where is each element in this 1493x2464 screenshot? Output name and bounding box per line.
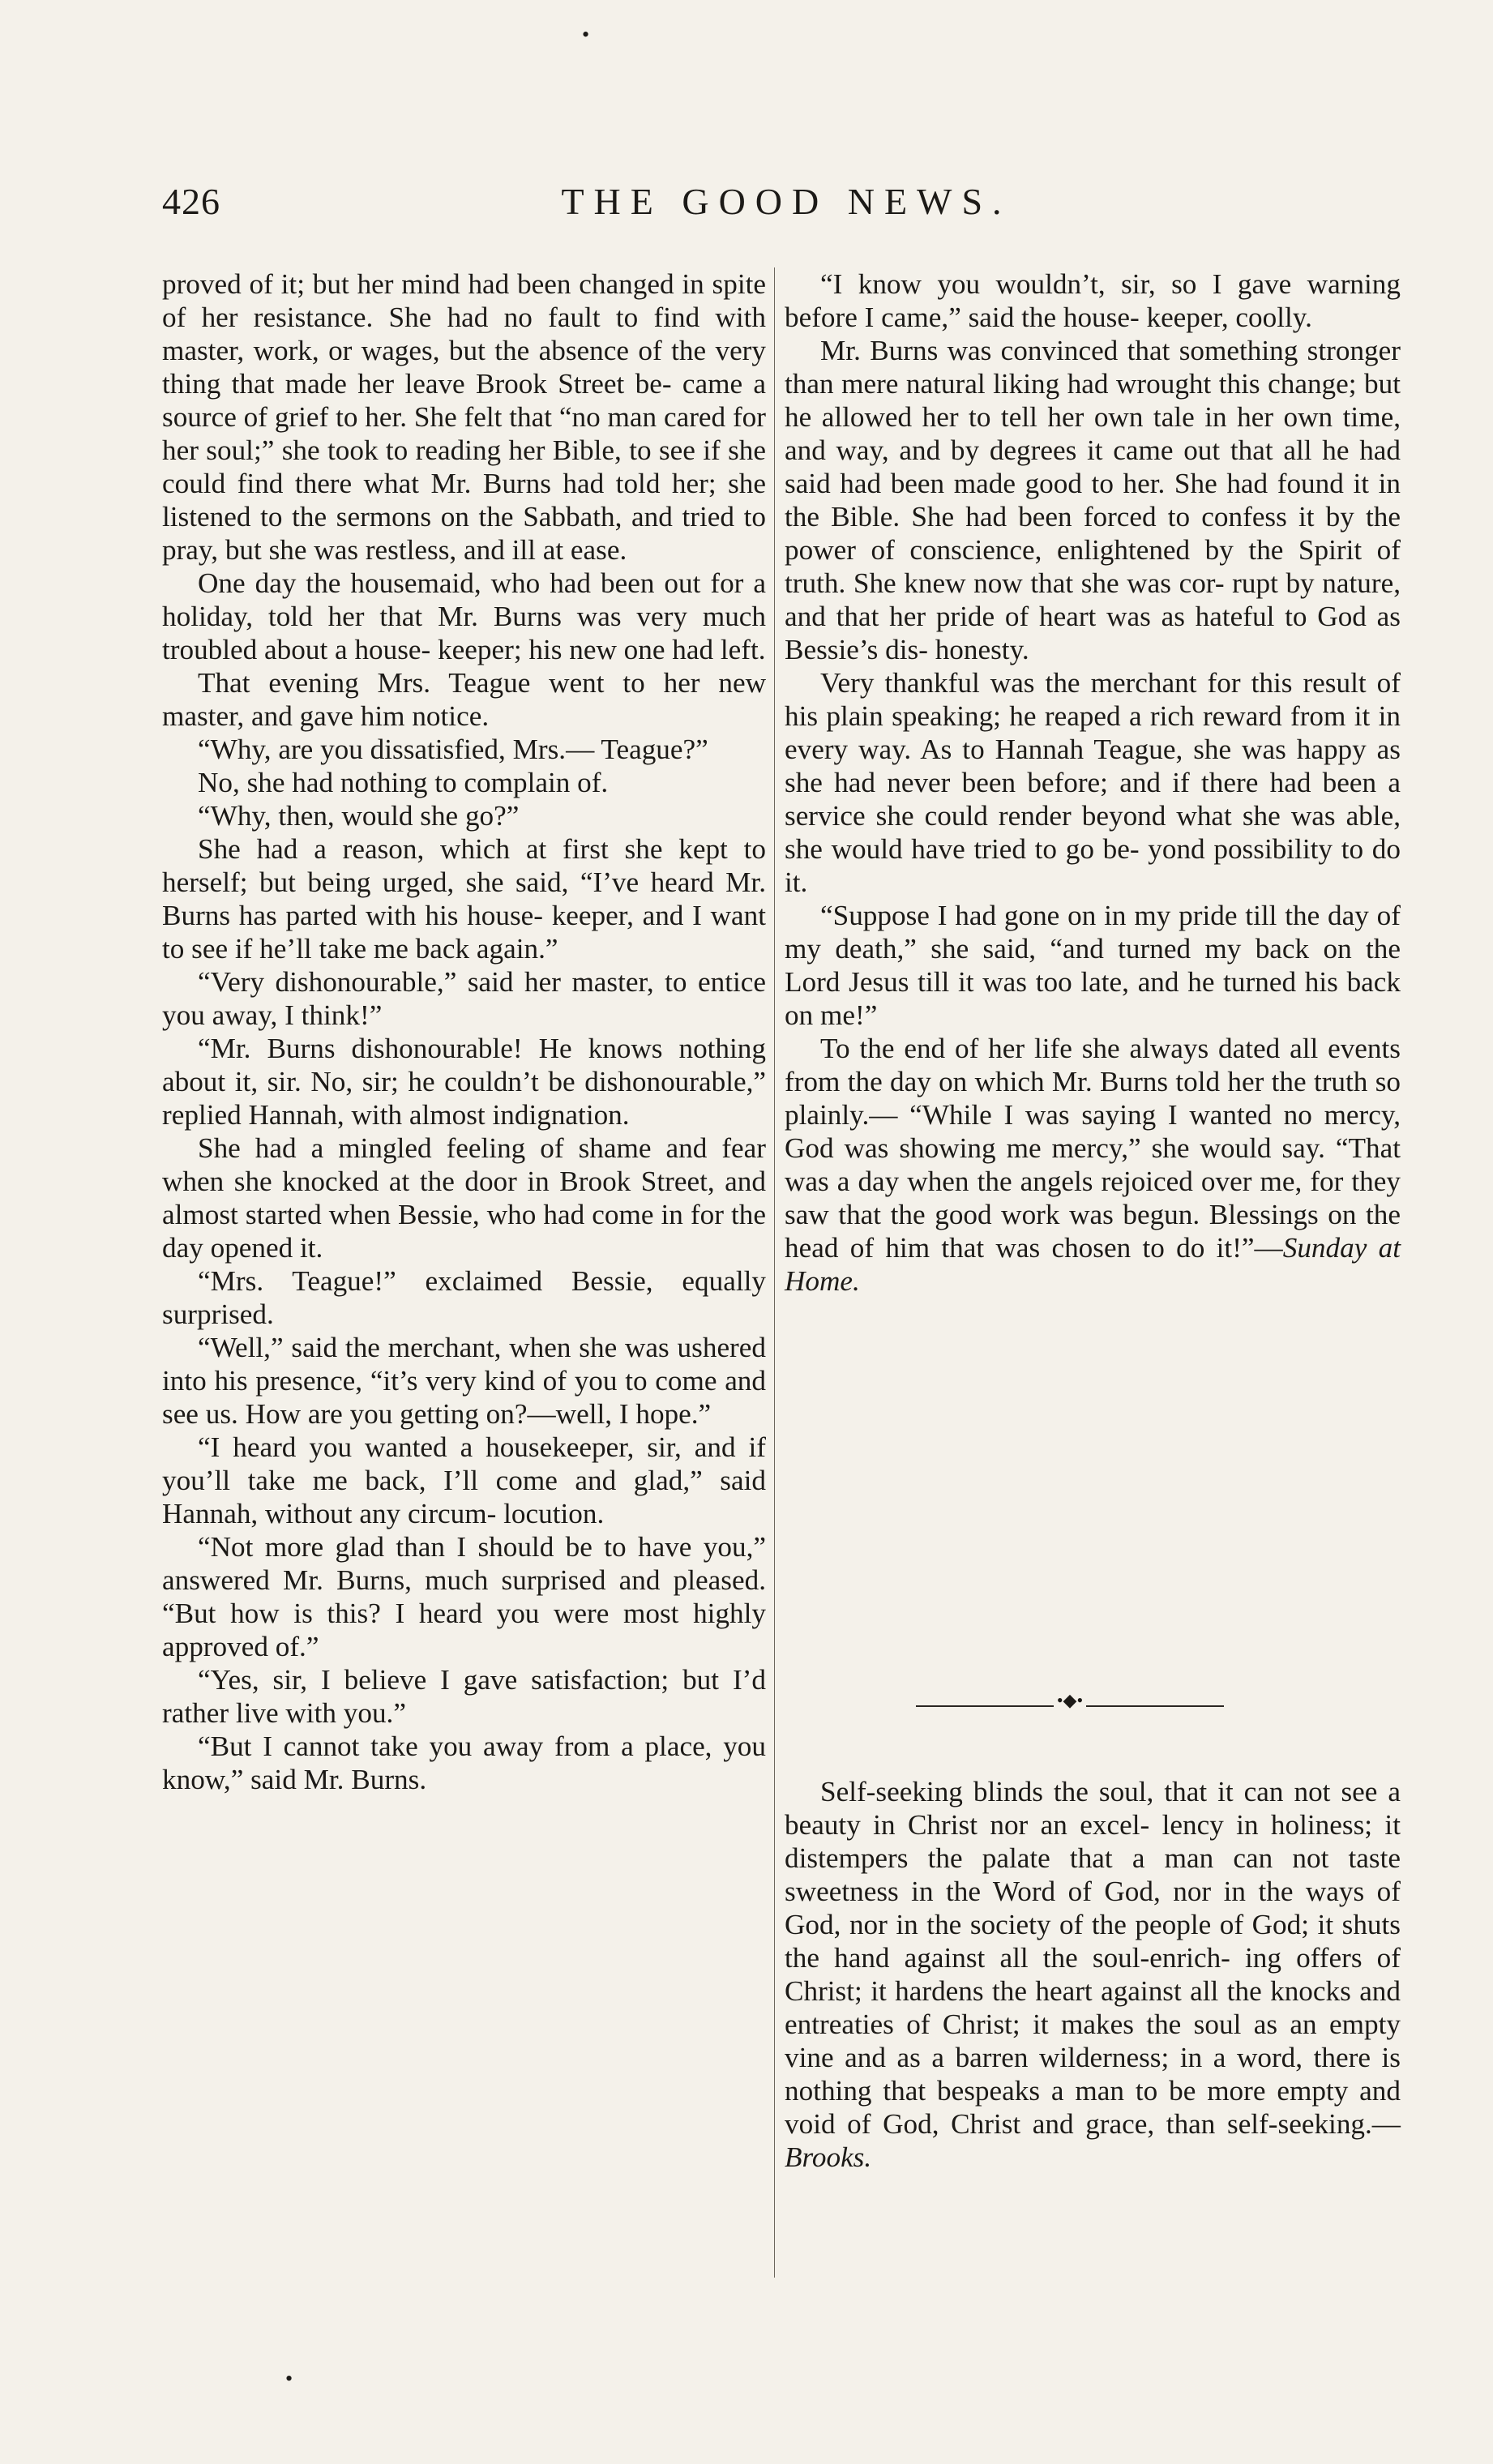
paragraph-text: “Mrs. Teague!” exclaimed Bessie, equally surprised.	[162, 1265, 766, 1330]
ornament-glyph: •◆•	[1056, 1690, 1084, 1710]
paragraph	[162, 567, 766, 666]
paragraph	[162, 1530, 766, 1663]
paragraph-text: “I heard you wanted a housekeeper, sir, and if you’ll take me back, I’ll come and glad,” said Hannah, without any circum- locution.	[162, 1431, 766, 1529]
paragraph-text: “But I cannot take you away from a place, you know,” said Mr. Burns.	[162, 1730, 766, 1795]
paragraph	[162, 267, 766, 567]
paragraph-text: “Yes, sir, I believe I gave satisfaction; but I’d rather live with you.”	[162, 1664, 766, 1729]
paragraph-text: “Suppose I had gone on in my pride till the day of my death,” she said, “and turned my back on the Lord Jesus till it was too late, and he turned his back on me!”	[785, 900, 1401, 1031]
paragraph	[162, 1663, 766, 1730]
paragraph	[162, 832, 766, 965]
source-attribution: Brooks.	[785, 2141, 872, 2173]
paragraph-text: “Why, are you dissatisfied, Mrs.— Teague?”	[198, 734, 708, 765]
right-column-lower	[785, 1775, 1401, 2174]
paragraph-text: “Why, then, would she go?”	[198, 800, 520, 832]
paragraph	[162, 1431, 766, 1530]
paragraph-text: “Mr. Burns dishonourable! He knows nothing about it, sir. No, sir; he couldn’t be dishonourable,” replied Hannah, with almost indignation.	[162, 1033, 766, 1131]
paragraph	[785, 666, 1401, 899]
section-divider-ornament	[916, 1690, 1224, 1714]
paragraph-text: Self-seeking blinds the soul, that it can not see a beauty in Christ nor an excel- lency in holiness; it distempers the palate that a man can not taste sweetness in the Word of God, nor in the ways of God, nor in the society of the people of God; it shuts the hand against all the soul-enrich- ing offers of Christ; it hardens the heart against all the knocks and entreaties of Christ; it makes the soul as an empty vine and as a barren wilderness; in a word, there is nothing that bespeaks a man to be more empty and void of God, Christ and grace, than self-seeking.—	[785, 1776, 1401, 2140]
paragraph	[785, 1032, 1401, 1298]
print-speck: •	[582, 23, 590, 46]
ornament-line-left	[916, 1705, 1054, 1707]
paragraph-text: That evening Mrs. Teague went to her new master, and gave him notice.	[162, 667, 766, 732]
paragraph	[162, 1264, 766, 1331]
paragraph-text: Mr. Burns was convinced that something stronger than mere natural liking had wrought this change; but he allowed her to tell her own tale in her own time, and way, and by degrees it came out that all he had said had been made good to her. She had found it in the Bible. She had been forced to confess it by the power of conscience, enlightened by the Spirit of truth. She knew now that she was cor- rupt by nature, and that her pride of heart was as hateful to God as Bessie’s dis- honesty.	[785, 335, 1401, 665]
running-title: THE GOOD NEWS.	[561, 181, 1012, 222]
page-number: 426	[162, 181, 220, 222]
paragraph	[162, 766, 766, 799]
paragraph	[162, 1331, 766, 1431]
paragraph	[162, 799, 766, 832]
left-column	[162, 267, 766, 1796]
ornament-line-right	[1086, 1705, 1224, 1707]
paragraph	[785, 899, 1401, 1032]
paragraph	[162, 666, 766, 733]
paragraph	[162, 1131, 766, 1264]
paragraph-text: She had a reason, which at first she kept to herself; but being urged, she said, “I’ve heard Mr. Burns has parted with his house- keeper, and I want to see if he’ll take me back again.”	[162, 833, 766, 965]
paragraph-text: “Well,” said the merchant, when she was ushered into his presence, “it’s very kind of you to come and see us. How are you getting on?—well, I hope.”	[162, 1332, 766, 1430]
paragraph-text: “I know you wouldn’t, sir, so I gave warning before I came,” said the house- keeper, coolly.	[785, 268, 1401, 333]
source-attribution: Sunday at Home.	[785, 1232, 1401, 1297]
paragraph	[785, 334, 1401, 666]
paragraph	[785, 267, 1401, 334]
brooks-paragraph	[785, 1775, 1401, 2174]
paragraph-text: “Not more glad than I should be to have you,” answered Mr. Burns, much surprised and pleased. “But how is this? I heard you were most highly approved of.”	[162, 1531, 766, 1662]
paragraph-text: No, she had nothing to complain of.	[198, 767, 609, 798]
paragraph	[162, 1730, 766, 1796]
column-divider	[774, 267, 775, 2278]
paragraph-text: “Very dishonourable,” said her master, to entice you away, I think!”	[162, 966, 766, 1031]
paragraph-text: To the end of her life she always dated all events from the day on which Mr. Burns told her the truth so plainly.— “While I was saying I wanted no mercy, God was showing me mercy,” she would say. “That was a day when the angels rejoiced over me, for they saw that the good work was begun. Blessings on the head of him that was chosen to do it!”—	[785, 1033, 1401, 1264]
paragraph	[162, 733, 766, 766]
paragraph	[162, 1032, 766, 1131]
paragraph-text: proved of it; but her mind had been changed in spite of her resistance. She had no fault to find with master, work, or wages, but the absence of the very thing that made her leave Brook Street be- came a source of grief to her. She felt that “no man cared for her soul;” she took to reading her Bible, to see if she could find there what Mr. Burns had told her; she listened to the sermons on the Sabbath, and tried to pray, but she was restless, and ill at ease.	[162, 268, 766, 566]
paragraph-text: She had a mingled feeling of shame and fear when she knocked at the door in Brook Street, and almost started when Bessie, who had come in for the day opened it.	[162, 1132, 766, 1264]
paragraph-text: Very thankful was the merchant for this result of his plain speaking; he reaped a rich reward from it in every way. As to Hannah Teague, she was happy as she had never been before; and if there had been a service she could render beyond what she was able, she would have tried to go be- yond possibility to do it.	[785, 667, 1401, 898]
paragraph	[162, 965, 766, 1032]
right-column	[785, 267, 1401, 1298]
print-speck: •	[285, 2367, 293, 2390]
page-header	[162, 180, 1410, 229]
paragraph-text: One day the housemaid, who had been out for a holiday, told her that Mr. Burns was very much troubled about a house- keeper; his new one had left.	[162, 567, 766, 665]
